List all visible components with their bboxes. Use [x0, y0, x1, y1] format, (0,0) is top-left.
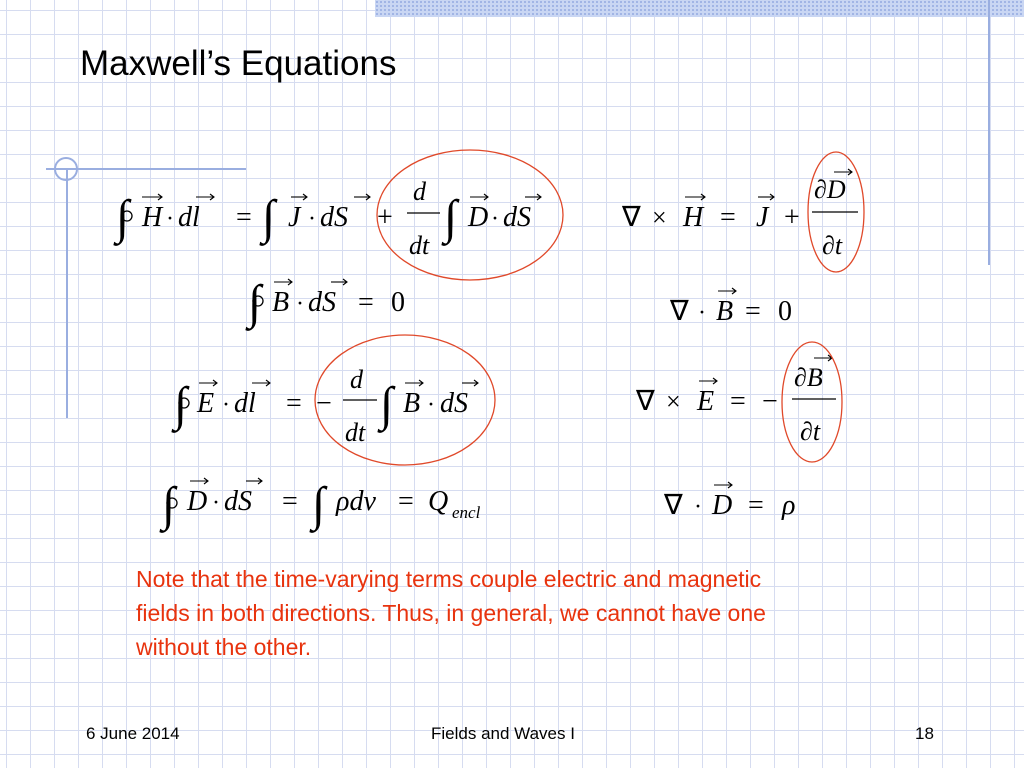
svg-text:ρ: ρ: [782, 490, 796, 521]
svg-text:encl: encl: [452, 503, 481, 522]
footer-page-number: 18: [915, 724, 934, 743]
svg-text:+: +: [784, 202, 800, 233]
svg-text:∫: ∫: [162, 478, 176, 531]
svg-text:dt: dt: [345, 418, 366, 447]
svg-text:=: =: [748, 490, 764, 521]
svg-text:∫: ∫: [116, 191, 130, 244]
note-line: fields in both directions. Thus, in general, we cannot have one: [136, 600, 766, 626]
svg-text:·: ·: [694, 494, 702, 520]
svg-text:∫: ∫: [444, 191, 458, 244]
svg-text:dS: dS: [308, 287, 336, 318]
svg-text:E: E: [197, 388, 215, 419]
svg-text:∇: ∇: [664, 490, 683, 521]
svg-text:B: B: [272, 287, 290, 318]
svg-text:B: B: [403, 388, 421, 419]
svg-text:·: ·: [491, 206, 499, 232]
footer-date: 6 June 2014: [86, 724, 180, 743]
svg-text:=: =: [236, 202, 252, 233]
equation-gauss-electric-differential: [663, 482, 795, 521]
svg-text:0: 0: [778, 296, 792, 327]
note-line: Note that the time-varying terms couple electric and magnetic: [136, 566, 762, 592]
svg-text:∫: ∫: [312, 478, 326, 531]
svg-text:∂B: ∂B: [794, 363, 823, 392]
svg-text:·: ·: [166, 206, 174, 232]
svg-text:∇: ∇: [622, 202, 641, 233]
svg-text:ρdv: ρdv: [336, 486, 376, 517]
slide-title: Maxwell’s Equations: [80, 44, 397, 83]
svg-text:J: J: [288, 202, 301, 233]
svg-text:J: J: [756, 202, 769, 233]
svg-text:B: B: [716, 296, 734, 327]
svg-text:·: ·: [308, 206, 316, 232]
svg-text:+: +: [377, 202, 393, 233]
svg-text:D: D: [468, 202, 489, 233]
svg-text:∂t: ∂t: [800, 417, 821, 446]
svg-text:∫: ∫: [174, 378, 188, 431]
svg-text:∇: ∇: [636, 386, 655, 417]
svg-text:∫: ∫: [380, 378, 394, 431]
svg-text:E: E: [697, 386, 715, 417]
svg-text:=: =: [358, 287, 374, 318]
svg-text:−: −: [316, 388, 332, 419]
svg-text:=: =: [730, 386, 746, 417]
equation-gauss-magnetic-integral: [245, 276, 405, 331]
svg-text:·: ·: [296, 291, 304, 317]
svg-text:dt: dt: [409, 231, 430, 260]
svg-text:=: =: [282, 486, 298, 517]
svg-text:dS: dS: [320, 202, 348, 233]
svg-text:H: H: [142, 202, 163, 233]
svg-text:0: 0: [391, 287, 405, 318]
svg-text:d: d: [350, 365, 363, 394]
svg-text:H: H: [683, 202, 704, 233]
svg-text:·: ·: [222, 392, 230, 418]
note-line: without the other.: [136, 634, 312, 660]
svg-text:dl: dl: [178, 202, 200, 233]
svg-text:=: =: [398, 486, 414, 517]
svg-text:dS: dS: [224, 486, 252, 517]
svg-text:dl: dl: [234, 388, 256, 419]
equation-ampere-integral: [113, 150, 563, 280]
svg-text:∫: ∫: [248, 276, 262, 329]
svg-text:·: ·: [427, 392, 435, 418]
equation-gauss-electric-integral: [159, 478, 481, 533]
footer-course: Fields and Waves I: [431, 724, 575, 743]
svg-text:=: =: [720, 202, 736, 233]
svg-text:∂t: ∂t: [822, 231, 843, 260]
svg-text:∇: ∇: [670, 296, 689, 327]
equation-gauss-magnetic-differential: [669, 288, 792, 327]
svg-text:∫: ∫: [262, 191, 276, 244]
svg-text:dS: dS: [503, 202, 531, 233]
equation-faraday-differential: [635, 342, 842, 462]
svg-text:×: ×: [652, 203, 667, 232]
svg-text:=: =: [745, 296, 761, 327]
svg-text:D: D: [712, 490, 733, 521]
svg-text:·: ·: [698, 300, 706, 326]
svg-text:D: D: [187, 486, 208, 517]
svg-text:×: ×: [666, 387, 681, 416]
svg-text:−: −: [762, 386, 778, 417]
note-text: [136, 562, 936, 664]
svg-text:·: ·: [212, 490, 220, 516]
svg-text:dS: dS: [440, 388, 468, 419]
equation-faraday-integral: [171, 335, 495, 465]
svg-text:Q: Q: [428, 486, 449, 517]
svg-text:∂D: ∂D: [814, 175, 846, 204]
svg-text:=: =: [286, 388, 302, 419]
svg-text:d: d: [413, 177, 426, 206]
equation-ampere-differential: [621, 152, 864, 272]
